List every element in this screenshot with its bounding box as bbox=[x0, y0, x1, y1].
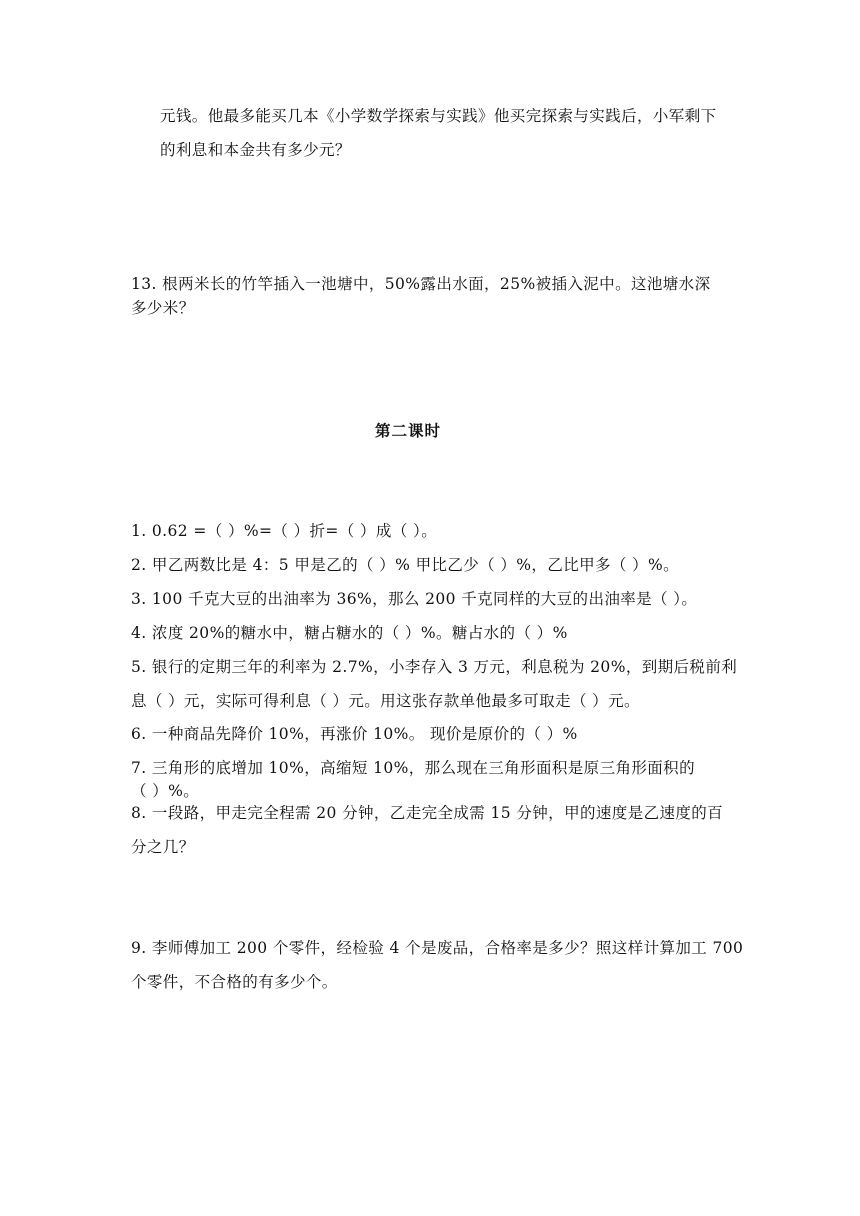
question-8-line-1: 8. 一段路，甲走完全程需 20 分钟，乙走完全成需 15 分钟，甲的速度是乙速度的百 bbox=[131, 804, 724, 822]
continued-problem-line-1: 元钱。他最多能买几本《小学数学探索与实践》他买完探索与实践后，小军剩下 bbox=[160, 107, 717, 125]
question-7-line-2: （ ）%。 bbox=[131, 782, 200, 800]
question-3: 3. 100 千克大豆的出油率为 36%，那么 200 千克同样的大豆的出油率是（ ）。 bbox=[131, 590, 698, 608]
problem-13-line-1: 13. 根两米长的竹竿插入一池塘中，50%露出水面，25%被插入泥中。这池塘水深 bbox=[131, 275, 711, 293]
question-5-line-1: 5. 银行的定期三年的利率为 2.7%，小李存入 3 万元，利息税为 20%，到期后税前利 bbox=[131, 658, 738, 676]
question-6: 6. 一种商品先降价 10%，再涨价 10%。 现价是原价的（ ）% bbox=[131, 725, 578, 743]
question-9-line-1: 9. 李师傅加工 200 个零件，经检验 4 个是废品，合格率是多少？照这样计算加工 700 bbox=[131, 939, 744, 957]
question-9-line-2: 个零件，不合格的有多少个。 bbox=[131, 973, 338, 991]
question-5-line-2: 息（ ）元，实际可得利息（ ）元。用这张存款单他最多可取走（ ）元。 bbox=[131, 692, 640, 710]
question-8-line-2: 分之几？ bbox=[131, 838, 195, 856]
question-2: 2. 甲乙两数比是 4：5 甲是乙的（ ）% 甲比乙少（ ）%，乙比甲多（ ）%。 bbox=[131, 556, 680, 574]
question-1: 1. 0.62 =（ ）%=（ ）折=（ ）成（ ）。 bbox=[131, 522, 438, 540]
question-4: 4. 浓度 20%的糖水中，糖占糖水的（ ）%。糖占水的（ ）% bbox=[131, 624, 568, 642]
continued-problem-line-2: 的利息和本金共有多少元？ bbox=[160, 141, 351, 159]
question-7-line-1: 7. 三角形的底增加 10%，高缩短 10%，那么现在三角形面积是原三角形面积的 bbox=[131, 759, 695, 777]
section-title: 第二课时 bbox=[375, 421, 442, 440]
problem-13-line-2: 多少米？ bbox=[131, 299, 195, 317]
